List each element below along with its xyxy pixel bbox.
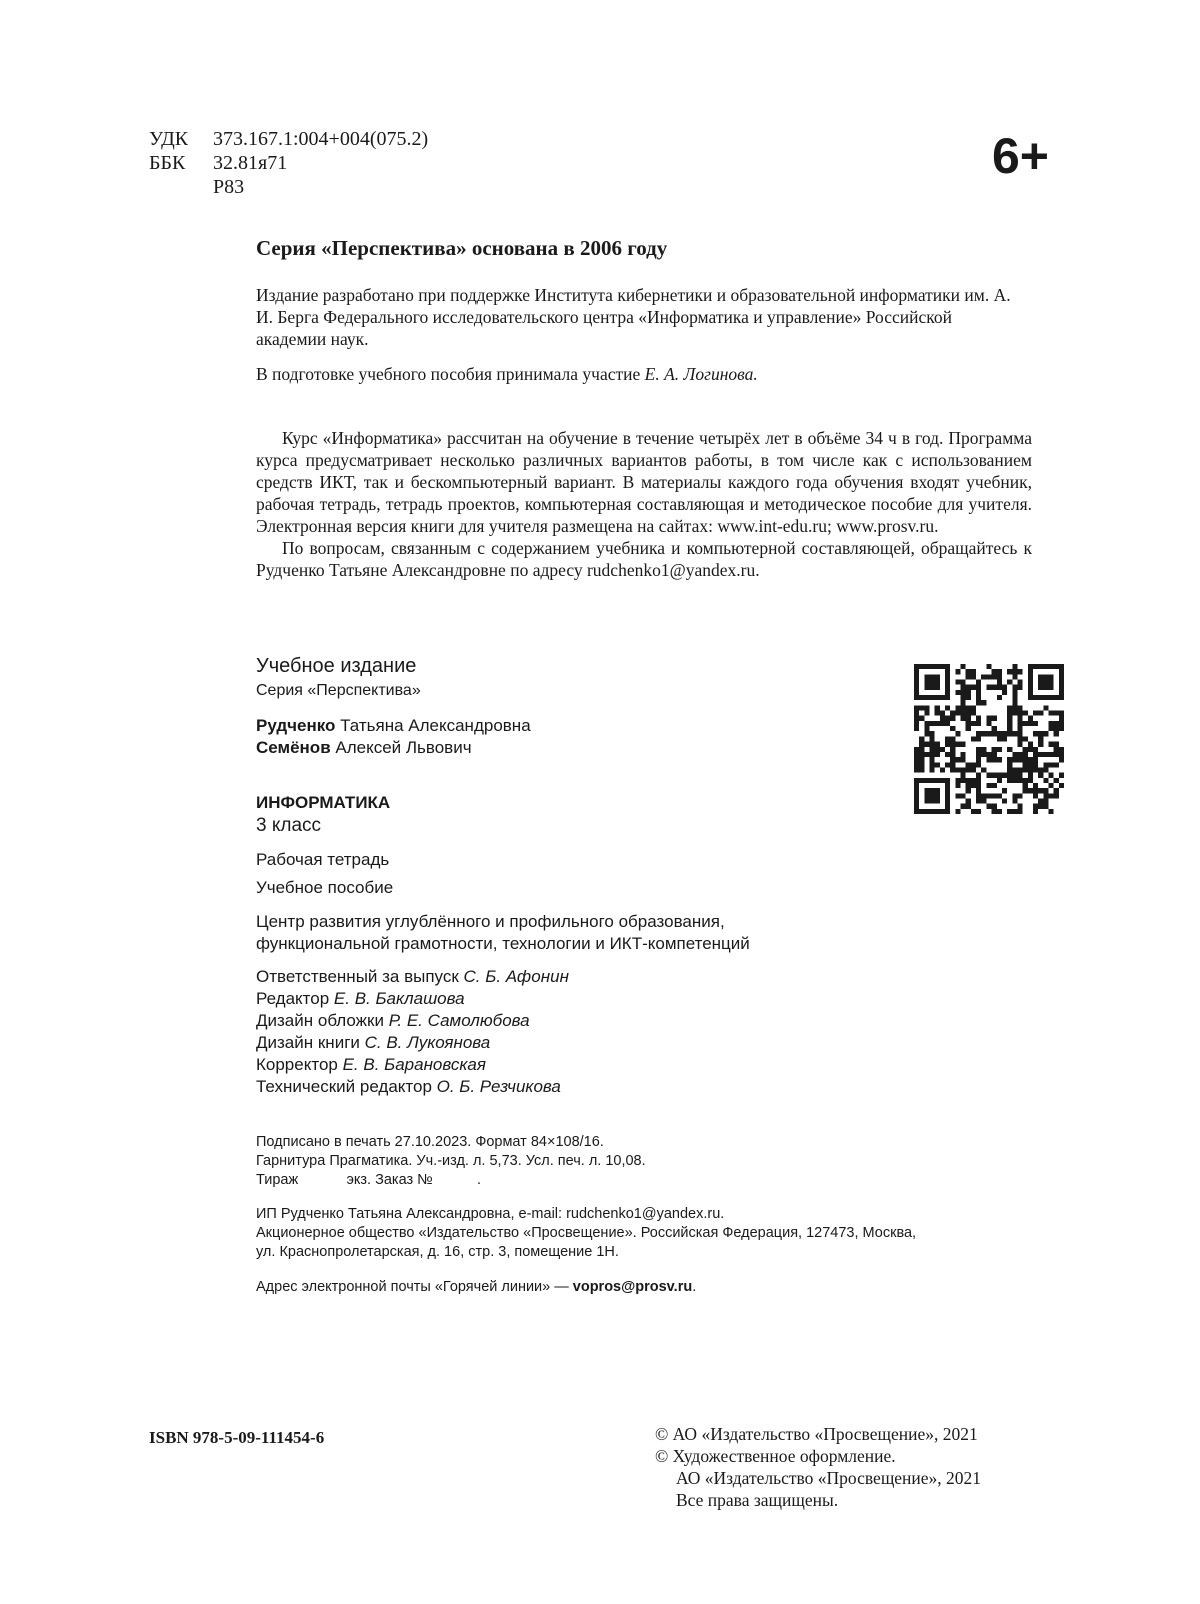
udk-label: УДК	[149, 128, 189, 150]
credit-role: Редактор	[256, 989, 334, 1008]
credit-line	[256, 966, 569, 988]
credit-role: Дизайн обложки	[256, 1011, 389, 1030]
annotation-paragraph-2: По вопросам, связанным с содержанием учебника и компьютерной составляющей, обращайтесь к Рудченко Татьяне Александровне по адресу rudchenko1@yandex.ru.	[256, 538, 1032, 580]
credit-line	[256, 1076, 569, 1098]
credit-role: Дизайн книги	[256, 1033, 365, 1052]
hotline	[256, 1278, 696, 1297]
series-name: Серия «Перспектива»	[256, 682, 421, 699]
series-founded: Серия «Перспектива» основана в 2006 году	[256, 236, 668, 260]
credits	[256, 966, 569, 1098]
book-type: Рабочая тетрадь	[256, 850, 390, 869]
center-line-1: Центр развития углублённого и профильного образования,	[256, 912, 725, 931]
credit-person: С. Б. Афонин	[463, 967, 569, 986]
subject-title: ИНФОРМАТИКА	[256, 793, 391, 812]
edition-type: Учебное издание	[256, 655, 417, 677]
printing-line-3: Тираж экз. Заказ № .	[256, 1172, 482, 1188]
publisher-line-2: Акционерное общество «Издательство «Просвещение». Российская Федерация, 127473, Москва,	[256, 1225, 917, 1241]
copyright-line-1: © АО «Издательство «Просвещение», 2021	[655, 1424, 978, 1444]
credit-person: С. В. Лукоянова	[364, 1033, 491, 1052]
credit-line	[256, 1054, 569, 1076]
author-surname: Семёнов	[256, 738, 331, 757]
credit-person: Р. Е. Самолюбова	[388, 1011, 530, 1030]
annotation-paragraph-1: Курс «Информатика» рассчитан на обучение в течение четырёх лет в объёме 34 ч в год. Программа курса предусматривает несколько различных вариантов работы, в том числе как с использованием средств ИКТ, так и бескомпьютерный вариант. В материалы каждого года обучения входят учебник, рабочая тетрадь, тетрадь проектов, компьютерная составляющая и методическое пособие для учителя. Электронная версия книги для учителя размещена на сайтах: www.int-edu.ru; www.prosv.ru.	[256, 428, 1032, 536]
credit-line	[256, 1010, 569, 1032]
classification-block	[149, 127, 428, 199]
book-kind: Учебное пособие	[256, 878, 394, 897]
bbk-label: ББК	[149, 152, 186, 174]
bbk-value: 32.81я71	[213, 152, 288, 174]
publisher-line-1: ИП Рудченко Татьяна Александровна, e-mail: rudchenko1@yandex.ru.	[256, 1206, 725, 1222]
support-note: Издание разработано при поддержке Института кибернетики и образовательной информатики им. А. И. Берга Федерального исследовательского центра «Информатика и управление» Российской академии наук.	[256, 285, 1011, 349]
center-name	[256, 911, 750, 955]
annotation	[256, 427, 1032, 581]
credit-person: Е. В. Баклашова	[333, 989, 465, 1008]
printing-details	[256, 1133, 646, 1190]
prep-note-person: Е. А. Логинова.	[644, 364, 758, 384]
author-name: Татьяна Александровна	[335, 716, 531, 735]
udk-value: 373.167.1:004+004(075.2)	[213, 128, 429, 150]
credit-line	[256, 988, 569, 1010]
publisher-details	[256, 1205, 916, 1262]
copyright-line-4: Все права защищены.	[676, 1490, 839, 1510]
credit-line	[256, 1032, 569, 1054]
author-line	[256, 737, 531, 759]
credit-role: Технический редактор	[256, 1077, 437, 1096]
isbn: ISBN 978-5-09-111454-6	[149, 1428, 325, 1447]
copyright-line-3: АО «Издательство «Просвещение», 2021	[676, 1468, 982, 1488]
author-name: Алексей Львович	[330, 738, 472, 757]
printing-line-2: Гарнитура Прагматика. Уч.-изд. л. 5,73. Усл. печ. л. 10,08.	[256, 1153, 646, 1169]
copyright-line-2: © Художественное оформление.	[655, 1446, 896, 1466]
printing-line-1: Подписано в печать 27.10.2023. Формат 84×108/16.	[256, 1134, 604, 1150]
authors	[256, 715, 531, 759]
hotline-text: Адрес электронной почты «Горячей линии» —	[256, 1279, 573, 1295]
grade: 3 класс	[256, 815, 322, 836]
age-rating: 6+	[992, 128, 1050, 184]
credit-role: Корректор	[256, 1055, 343, 1074]
author-line	[256, 715, 531, 737]
publisher-line-3: ул. Краснопролетарская, д. 16, стр. 3, помещение 1Н.	[256, 1244, 619, 1260]
author-surname: Рудченко	[256, 716, 336, 735]
hotline-email: vopros@prosv.ru	[572, 1279, 693, 1295]
prep-note-text: В подготовке учебного пособия принимала участие	[256, 364, 645, 384]
credit-person: О. Б. Резчикова	[436, 1077, 561, 1096]
prep-note	[256, 363, 758, 385]
author-mark: Р83	[213, 176, 245, 198]
credit-role: Ответственный за выпуск	[256, 967, 464, 986]
credit-person: Е. В. Барановская	[342, 1055, 486, 1074]
center-line-2: функциональной грамотности, технологии и ИКТ-компетенций	[256, 934, 750, 953]
hotline-end: .	[692, 1279, 697, 1295]
copyright	[655, 1423, 981, 1511]
qr-code	[914, 664, 1064, 814]
